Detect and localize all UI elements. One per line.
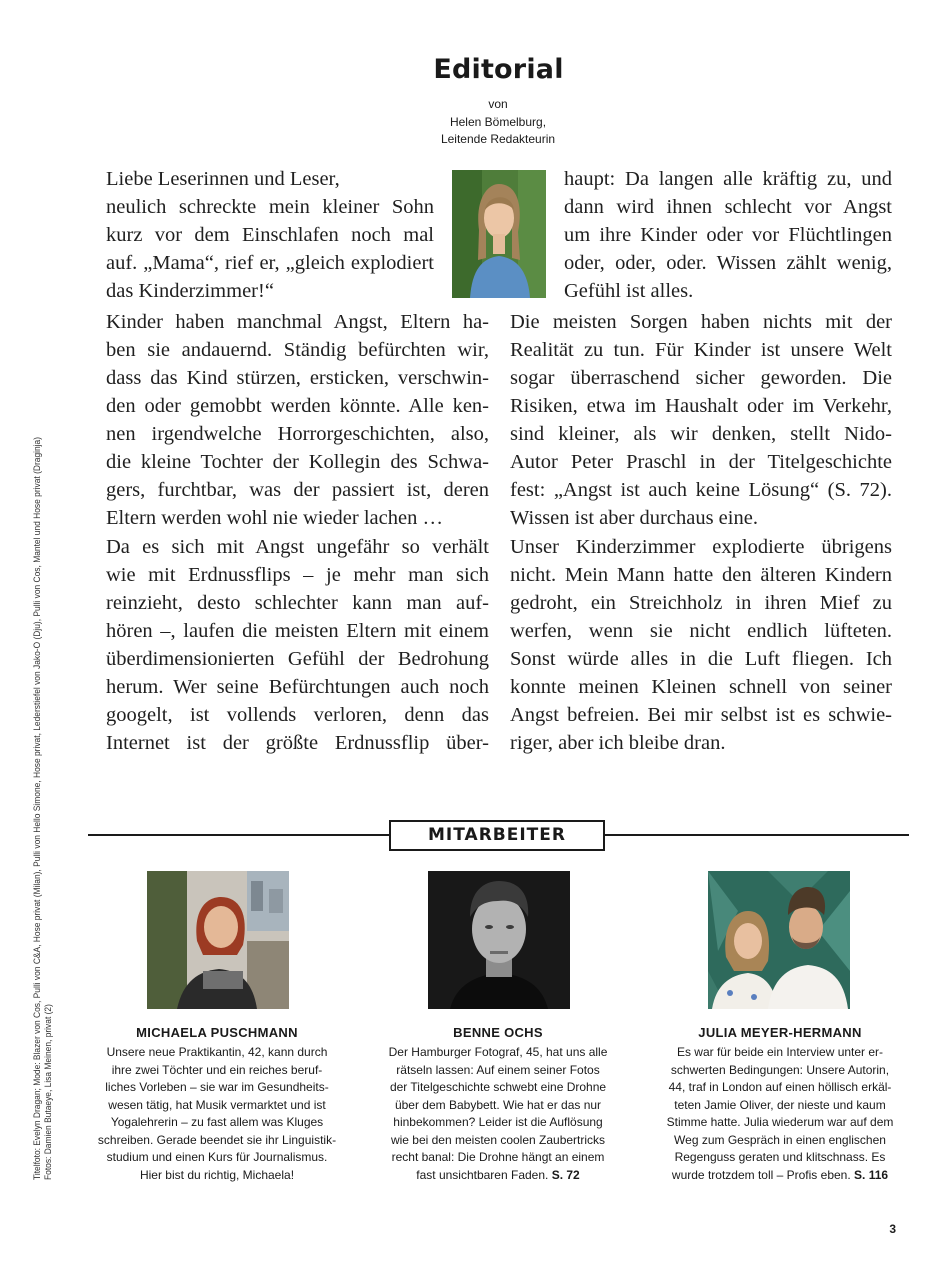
body-line: gers, furchtbar, was der passiert ist, deren: [106, 479, 489, 501]
description-text: wurde trotzdem toll – Profis eben.: [671, 1167, 851, 1182]
page-number: 3: [889, 1222, 896, 1236]
description-line: Stimme hatte. Julia wiederum war auf dem: [666, 1115, 894, 1129]
body-line: Kinder haben manchmal Angst, Eltern ha-: [106, 311, 489, 333]
body-line: nicht. Mein Mann hatte den älteren Kindern: [510, 564, 892, 586]
body-line: den oder gemobbt werden könnte. Alle ken-: [106, 395, 489, 417]
body-line: dass das Kind stürzen, ersticken, verschwin-: [106, 367, 489, 389]
body-line: Autor Peter Praschl in der Titelgeschichte: [510, 451, 892, 473]
contributor-name: MICHAELA PUSCHMANN: [136, 1025, 298, 1040]
body-line: ben sie andauernd. Ständig befürchten wir,: [106, 339, 489, 361]
editor-portrait: [452, 170, 546, 298]
byline-line: von: [488, 97, 508, 111]
photo-credits: Titelfoto: Evelyn Dragan; Mode: Blazer von Cos, Pulli von C&A, Hose privat (Milan), Pulli von Hello Simone, Hose privat, Lederstiefel von Jako-O (Dju), Pulli von Cos, Mantel und Hose privat (Draginja): [32, 436, 43, 1180]
body-line: Angst befreien. Bei mir selbst ist es schwie-: [510, 704, 892, 726]
body-line: Wissen ist aber durchaus eine.: [510, 507, 758, 529]
body-line: Unser Kinderzimmer explodierte übrigens: [510, 536, 892, 558]
body-line: wie mit Erdnussflips – je mehr man sich: [106, 564, 489, 586]
page-reference[interactable]: S. 72: [551, 1167, 580, 1182]
body-line: neulich schreckte mein kleiner Sohn: [106, 196, 434, 218]
body-line: Liebe Leserinnen und Leser,: [106, 168, 340, 190]
description-line: wesen tätig, hat Musik vermarktet und ist: [108, 1097, 326, 1112]
body-line: Die meisten Sorgen haben nichts mit der: [510, 311, 892, 333]
description-text: fast unsichtbaren Faden.: [416, 1167, 549, 1182]
body-line: die kleine Tochter der Kollegin des Schwa-: [106, 451, 489, 473]
body-line: überdimensionierten Gefühl der Bedrohung: [106, 648, 489, 670]
description-line: recht banal: Die Drohne hängt an einem: [391, 1150, 605, 1164]
contributor-photo: [428, 871, 570, 1009]
description-line: der Titelgeschichte schwebt eine Drohne: [389, 1080, 607, 1094]
description-line: rätseln lassen: Auf einem seiner Fotos: [396, 1062, 600, 1077]
contributor-photo: [147, 871, 289, 1009]
photo-credits: Fotos: Damien Butaeye, Lisa Meinen, privat (2): [43, 1004, 54, 1180]
body-line: Da es sich mit Angst ungefähr so verhält: [106, 536, 489, 558]
description-line: über dem Babybett. Wie hat er das nur: [394, 1097, 602, 1112]
description-line: Der Hamburger Fotograf, 45, hat uns alle: [388, 1045, 608, 1059]
description-line: wie bei den meisten coolen Zaubertricks: [390, 1132, 606, 1147]
body-line: herum. Wer seine Befürchtungen auch noch: [106, 676, 489, 698]
page-reference[interactable]: S. 116: [854, 1167, 889, 1182]
body-line: dann wird ihnen schlecht vor Angst: [564, 196, 892, 218]
byline-line: Helen Bömelburg,: [449, 114, 547, 129]
body-line: nen irgendwelche Horrorgeschichten, also,: [106, 423, 489, 445]
body-line: fest: „Angst ist auch keine Lösung“ (S. 72).: [510, 479, 892, 501]
body-line: oder, oder, oder. Wissen zählt wenig,: [564, 252, 892, 274]
body-line: sind kleiner, als wir denken, stellt Nido-: [510, 423, 892, 445]
description-line: liches Vorleben – sie war im Gesundheits-: [105, 1080, 329, 1094]
body-line: Gefühl ist alles.: [564, 280, 694, 302]
description-line: schwerten Bedingungen: Unsere Autorin,: [670, 1062, 890, 1077]
section-divider: [605, 834, 909, 836]
body-line: Risiken, etwa im Haushalt oder im Verkehr,: [510, 395, 892, 417]
description-line: schreiben. Gerade beendet sie ihr Linguistik-: [97, 1132, 337, 1147]
body-line: sogar überraschend sicher geworden. Die: [510, 367, 892, 389]
body-line: um ihre Kinder oder vor Flüchtlingen: [564, 224, 892, 246]
description-line: 44, traf in London auf einen höllisch erkäl-: [668, 1080, 892, 1094]
description-line: [630, 1167, 930, 1185]
contributor-description: [67, 1044, 367, 1184]
description-line: Unsere neue Praktikantin, 42, kann durch: [106, 1045, 328, 1059]
description-line: teten Jamie Oliver, der nieste und kaum: [674, 1097, 886, 1112]
body-line: hören –, laufen die meisten Eltern mit einem: [106, 620, 489, 642]
contributor-name: BENNE OCHS: [453, 1025, 543, 1040]
description-line: ihre zwei Töchter und ein reiches beruf-: [111, 1062, 323, 1077]
body-line: haupt: Da langen alle kräftig zu, und: [564, 168, 892, 190]
body-line: werfen, wenn sie nicht endlich lüfteten.: [510, 620, 892, 642]
description-line: studium und einen Kurs für Journalismus.: [106, 1150, 328, 1164]
contributor-description: [630, 1044, 930, 1184]
description-line: hinbekommen? Leider ist die Auflösung: [393, 1115, 603, 1129]
contributor-name: JULIA MEYER-HERMANN: [698, 1025, 862, 1040]
byline-line: Leitende Redakteurin: [440, 132, 556, 146]
body-line: Eltern werden wohl nie wieder lachen …: [106, 507, 443, 529]
description-line: Yogalehrerin – zu fast allem was Kluges: [110, 1115, 324, 1129]
description-line: [348, 1167, 648, 1185]
body-line: das Kinderzimmer!“: [106, 280, 274, 302]
body-line: Realität zu tun. Für Kinder ist unsere Welt: [510, 339, 892, 361]
description-line: Weg zum Gespräch in einen englischen: [674, 1132, 886, 1147]
body-line: reinzieht, desto schlechter kann man auf-: [106, 592, 489, 614]
body-line: Internet ist der größte Erdnussflip über-: [106, 732, 489, 754]
contributor-description: [348, 1044, 648, 1184]
page-title: Editorial: [433, 54, 564, 85]
body-line: gedroht, ein Streichholz in ihren Mief zu: [510, 592, 892, 614]
body-line: konnte meinen Kleinen schnell von seiner: [510, 676, 892, 698]
body-line: kurz vor dem Einschlafen noch mal: [106, 224, 434, 246]
body-line: auf. „Mama“, rief er, „gleich explodiert: [106, 252, 434, 274]
contributors-heading: MITARBEITER: [389, 820, 605, 851]
description-line: Regenguss geraten und klitschnass. Es: [674, 1150, 886, 1164]
body-line: Sonst würde alles in die Luft fliegen. Ich: [510, 648, 892, 670]
description-line: Es war für beide ein Interview unter er-: [676, 1045, 884, 1059]
body-line: riger, aber ich bleibe dran.: [510, 732, 726, 754]
byline: [398, 96, 598, 149]
description-line: Hier bist du richtig, Michaela!: [139, 1167, 295, 1182]
section-divider: [88, 834, 389, 836]
body-line: googelt, ist vollends verloren, denn das: [106, 704, 489, 726]
contributor-photo: [708, 871, 850, 1009]
